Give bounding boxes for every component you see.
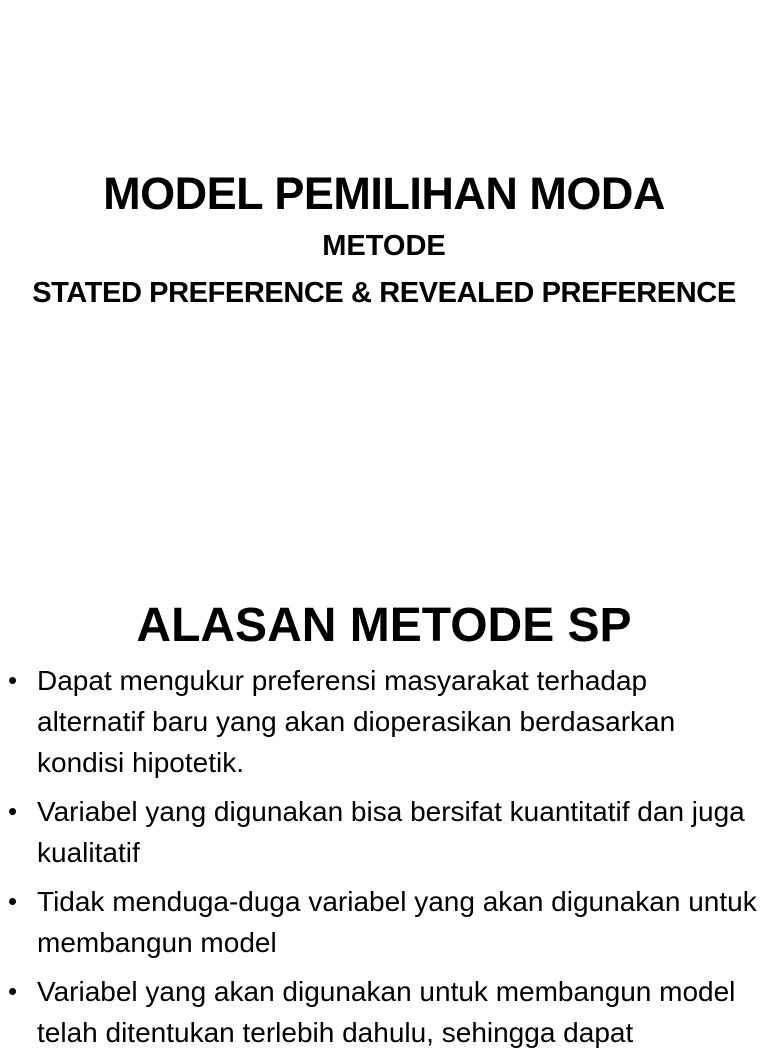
bullet-icon: •	[8, 665, 18, 695]
slide-title-heading: MODEL PEMILIHAN MODA	[103, 168, 665, 219]
bullet-text: Variabel yang digunakan bisa bersifat kuantitatif dan juga kualitatif	[37, 796, 745, 868]
bullet-icon: •	[8, 976, 18, 1006]
bullet-item	[0, 791, 768, 873]
bullet-item	[0, 881, 768, 963]
bullet-text: Variabel yang akan digunakan untuk membangun model telah ditentukan terlebih dahulu, sehingga dapat	[37, 976, 736, 1048]
slide-heading: ALASAN METODE SP	[136, 599, 632, 652]
bullet-text: Dapat mengukur preferensi masyarakat terhadap alternatif baru yang akan dioperasikan berdasarkan kondisi hipotetik.	[37, 665, 676, 778]
slide-subtitle-method: METODE	[322, 230, 446, 262]
bullet-item	[0, 971, 768, 1053]
bullet-icon: •	[8, 796, 18, 826]
bullet-text: Tidak menduga-duga variabel yang akan digunakan untuk membangun model	[37, 886, 757, 958]
bullet-item	[0, 660, 768, 783]
slide-subtitle-preferences: STATED PREFERENCE & REVEALED PREFERENCE	[32, 277, 736, 309]
bullet-list	[0, 660, 768, 1061]
slide-alasan-metode-sp	[0, 576, 768, 1048]
bullet-icon: •	[8, 886, 18, 916]
